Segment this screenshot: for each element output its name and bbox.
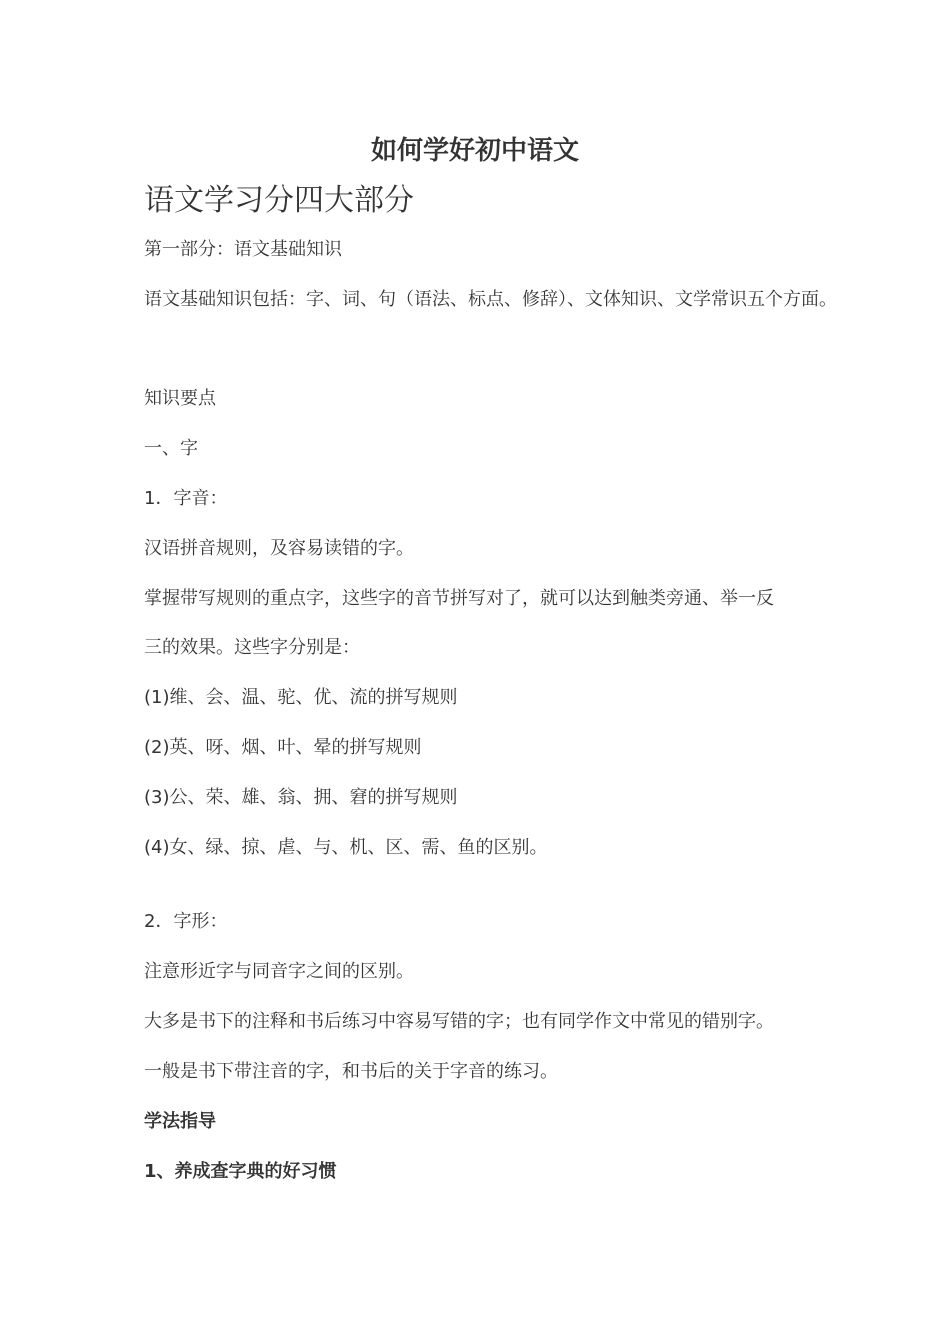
list-item: (1)维、会、温、驼、优、流的拼写规则 [144, 687, 458, 708]
part-heading: 第一部分：语文基础知识 [144, 239, 342, 260]
list-item: (2)英、呀、烟、叶、晕的拼写规则 [144, 737, 422, 758]
paragraph: 一般是书下带注音的字，和书后的关于字音的练习。 [144, 1061, 558, 1082]
section-heading: 语文学习分四大部分 [144, 183, 414, 218]
paragraph: 语文基础知识包括：字、词、句（语法、标点、修辞）、文体知识、文学常识五个方面。 [144, 289, 837, 310]
document-title: 如何学好初中语文 [370, 136, 579, 166]
knowledge-points-heading: 知识要点 [144, 388, 216, 409]
paragraph: 三的效果。这些字分别是： [144, 637, 360, 658]
list-item: (3)公、荣、雄、翁、拥、窘的拼写规则 [144, 787, 458, 808]
item-heading: 一、字 [144, 438, 198, 459]
paragraph: 汉语拼音规则，及容易读错的字。 [144, 538, 414, 559]
paragraph: 掌握带写规则的重点字，这些字的音节拼写对了，就可以达到触类旁通、举一反 [144, 588, 774, 609]
item-heading: 2．字形： [144, 911, 228, 932]
method-item-heading: 1、养成查字典的好习惯 [144, 1161, 337, 1182]
item-heading: 1．字音： [144, 488, 228, 509]
list-item: (4)女、绿、掠、虐、与、机、区、需、鱼的区别。 [144, 837, 548, 858]
paragraph: 注意形近字与同音字之间的区别。 [144, 961, 414, 982]
paragraph: 大多是书下的注释和书后练习中容易写错的字；也有同学作文中常见的错别字。 [144, 1011, 774, 1032]
method-guidance-heading: 学法指导 [144, 1111, 216, 1132]
